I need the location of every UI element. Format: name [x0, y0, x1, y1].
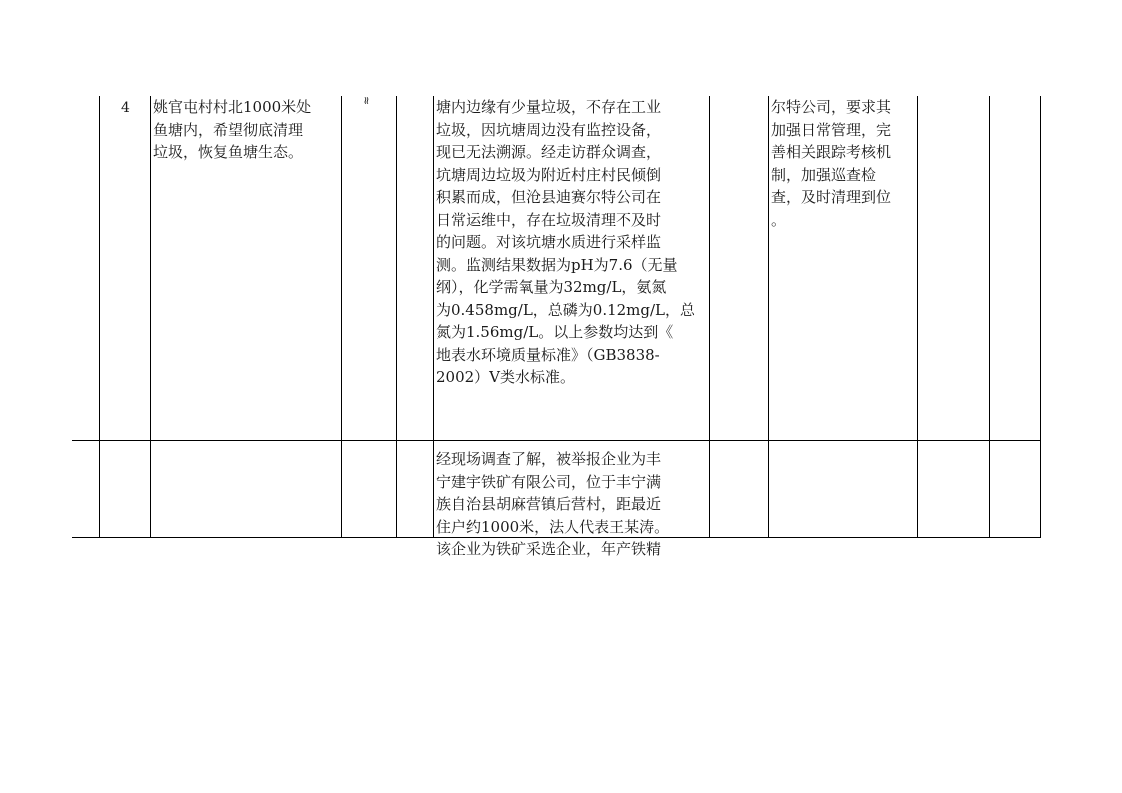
truncated-mark: ≈: [360, 96, 373, 106]
action-line: 制，加强巡查检: [771, 165, 877, 184]
findings-line: 氮为1.56mg/L。以上参数均达到《: [436, 323, 674, 341]
action-line: 加强日常管理，完: [771, 120, 892, 139]
findings-line: 族自治县胡麻营镇后营村，距最近: [436, 495, 662, 513]
column-border: [1040, 96, 1041, 538]
complaint-line: 姚官屯村村北1000米处: [153, 98, 312, 116]
findings-line: 2002）V类水标准。: [436, 368, 576, 386]
findings-line: 坑塘周边垃圾为附近村庄村民倾倒: [436, 165, 662, 184]
action-line: 。: [771, 210, 787, 229]
findings-line: 积累而成，但沧县迪赛尔特公司在: [436, 188, 662, 206]
findings-line: 的问题。对该坑塘水质进行采样监: [436, 233, 662, 251]
column-border: [709, 96, 710, 538]
column-border: [989, 96, 990, 538]
findings-cell: [436, 448, 669, 561]
column-border: [150, 96, 151, 538]
findings-line: 住户约1000米，法人代表王某涛。: [436, 517, 670, 536]
findings-line: 垃圾，因坑塘周边没有监控设备，: [436, 120, 662, 139]
findings-line: 纲），化学需氧量为32mg/L，氨氮: [436, 278, 667, 296]
complaint-line: 鱼塘内，希望彻底清理: [153, 120, 304, 139]
findings-line: 测。监测结果数据为pH为7.6（无量: [436, 255, 678, 274]
row-number: 4: [121, 100, 130, 116]
findings-cell: [436, 96, 695, 389]
column-border: [768, 96, 769, 538]
findings-line: 经现场调查了解，被举报企业为丰: [436, 450, 662, 468]
findings-line: 现已无法溯源。经走访群众调查，: [436, 143, 662, 161]
complaint-cell: [153, 96, 311, 164]
column-border: [396, 96, 397, 538]
findings-line: 塘内边缘有少量垃圾，不存在工业: [436, 98, 662, 116]
complaint-line: 垃圾，恢复鱼塘生态。: [153, 143, 304, 161]
row-border: [72, 440, 1041, 441]
findings-line: 日常运维中，存在垃圾清理不及时: [436, 210, 662, 229]
column-border: [99, 96, 100, 538]
column-border: [917, 96, 918, 538]
action-cell: [771, 96, 891, 231]
findings-line: 地表水环境质量标准》（GB3838-: [436, 345, 660, 364]
findings-line: 该企业为铁矿采选企业，年产铁精: [436, 540, 662, 558]
action-line: 尔特公司，要求其: [771, 98, 892, 116]
findings-line: 宁建宇铁矿有限公司，位于丰宁满: [436, 472, 662, 491]
table-page: [72, 96, 1042, 558]
column-border: [433, 96, 434, 538]
action-line: 查，及时清理到位: [771, 188, 892, 206]
column-border: [341, 96, 342, 538]
findings-line: 为0.458mg/L，总磷为0.12mg/L，总: [436, 300, 696, 319]
action-line: 善相关跟踪考核机: [771, 143, 892, 161]
